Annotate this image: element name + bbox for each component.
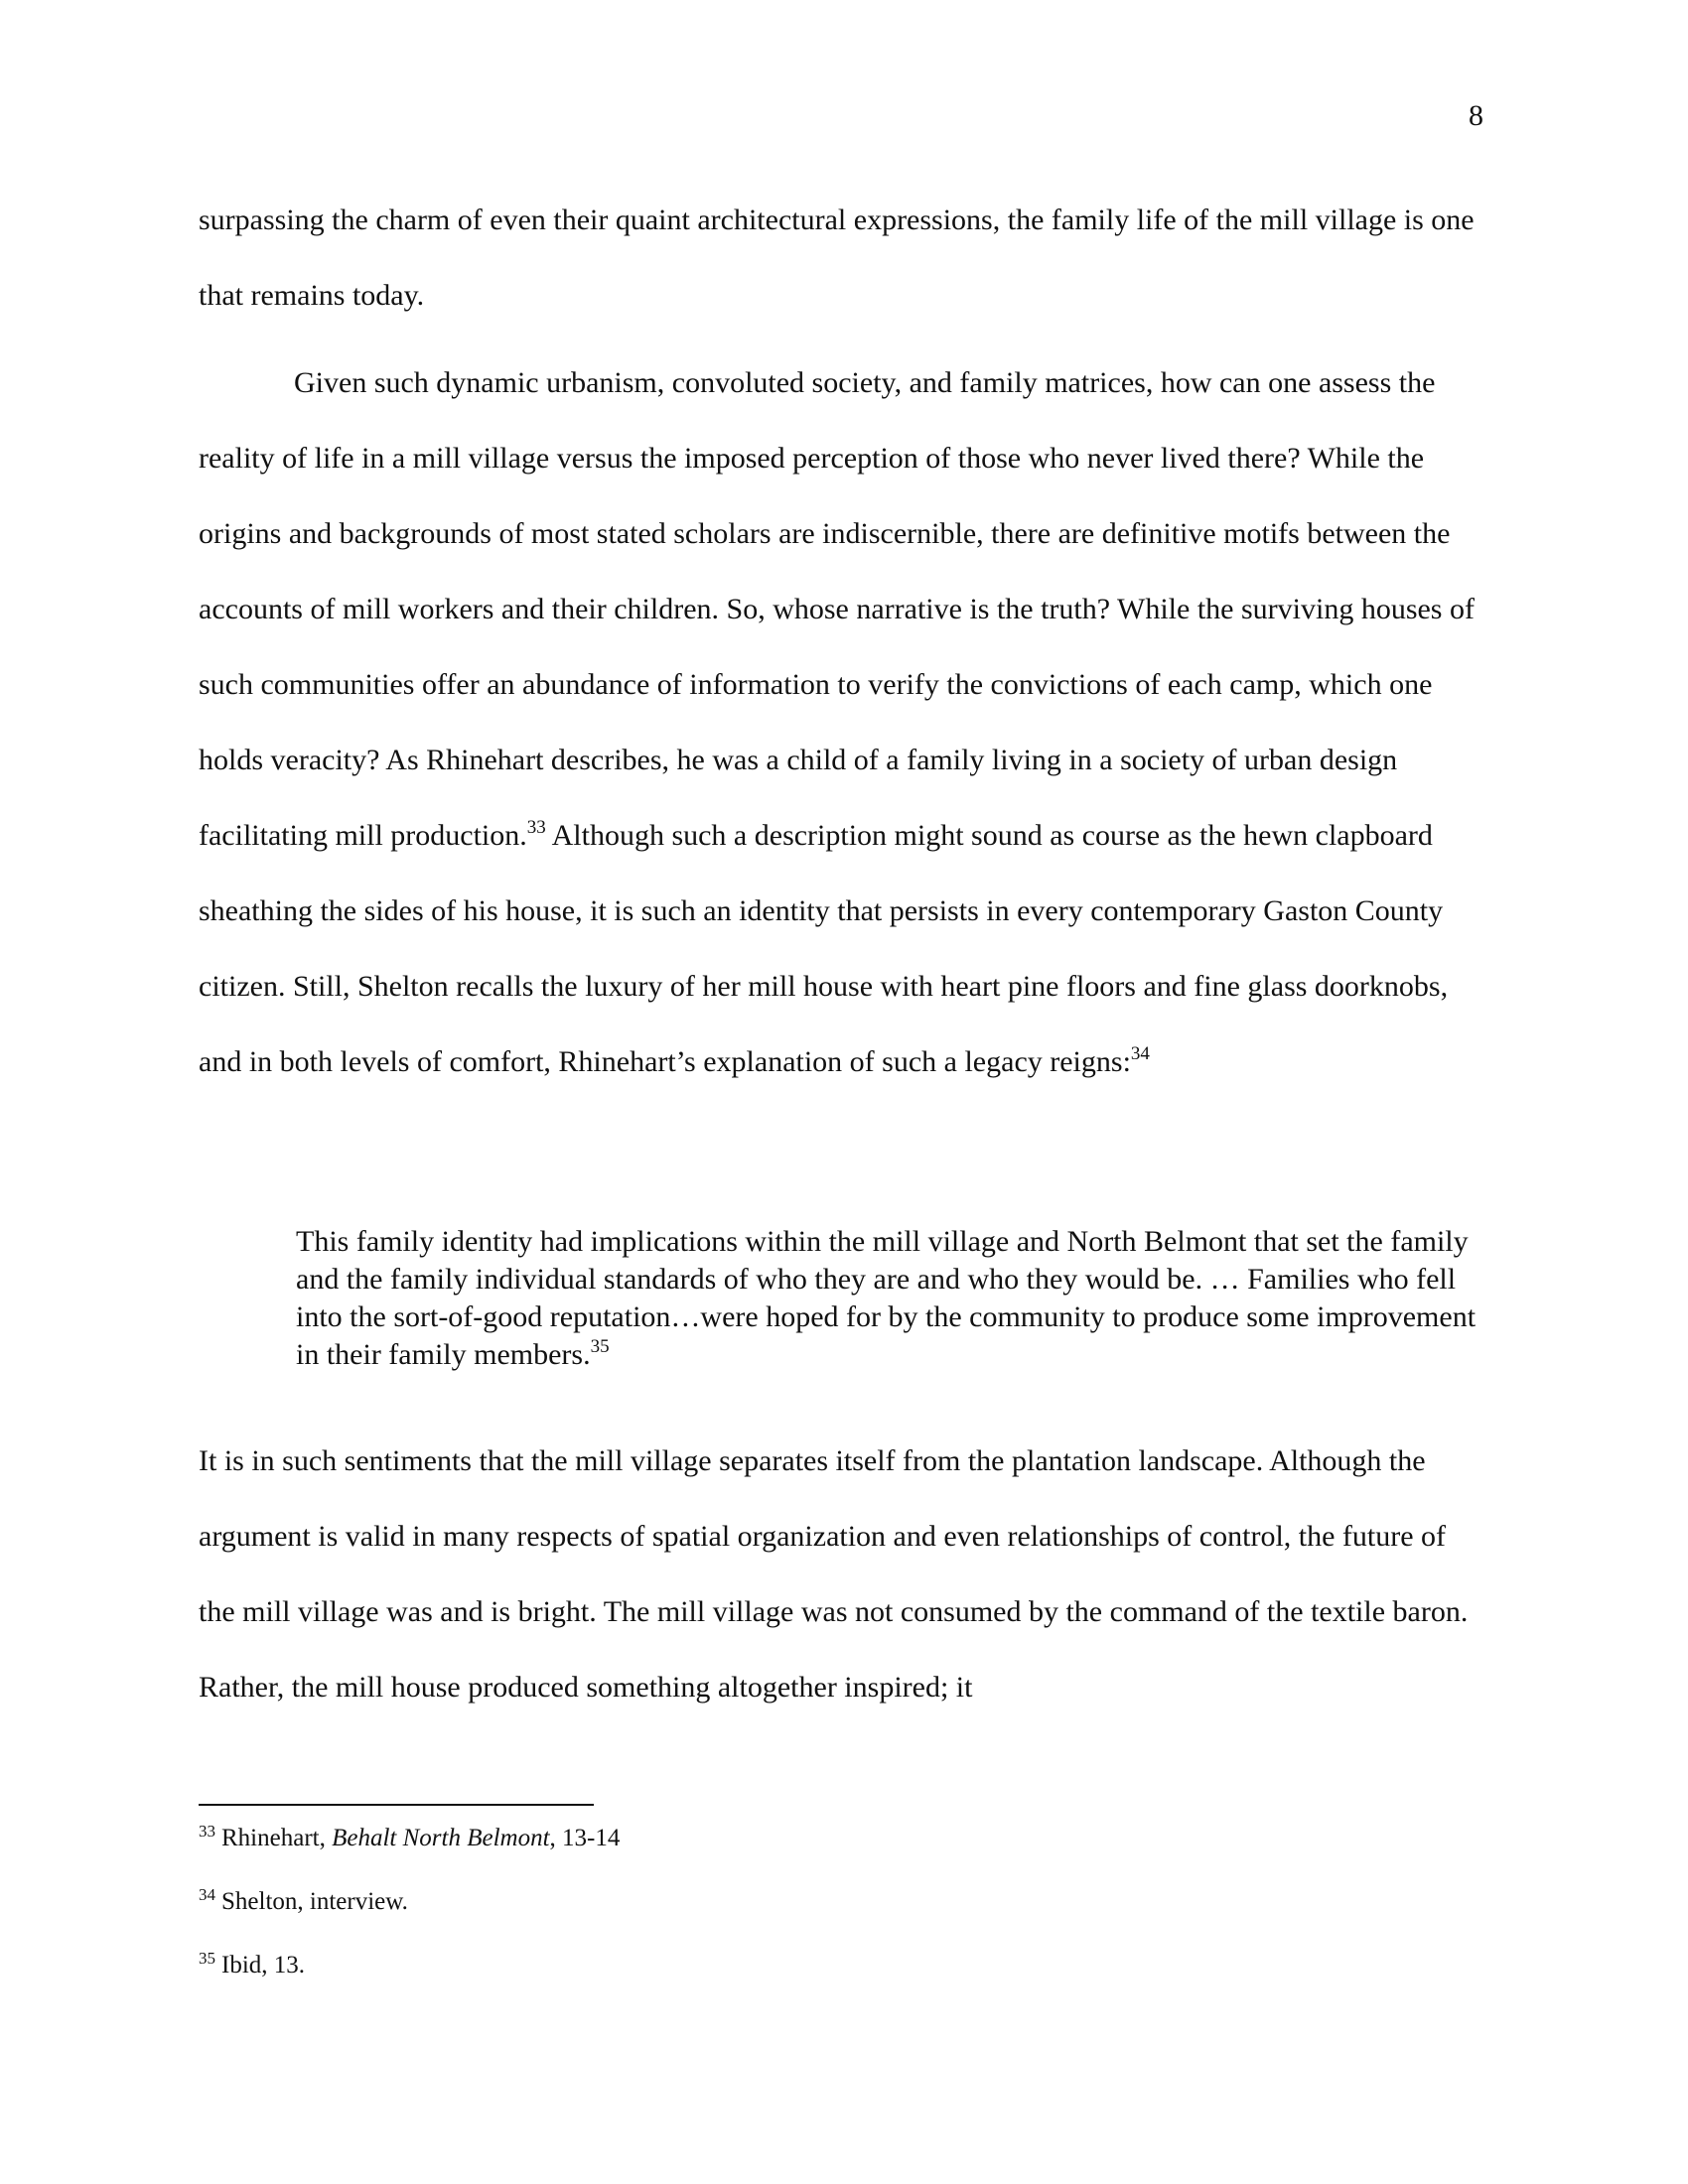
footnote-text: , 13-14 xyxy=(549,1825,621,1851)
footnote-number: 33 xyxy=(199,1822,215,1841)
footnote-ref-35: 35 xyxy=(590,1336,610,1357)
footnote-title: Behalt North Belmont xyxy=(332,1825,550,1851)
footnote-number: 35 xyxy=(199,1949,215,1968)
footnote-35 xyxy=(199,1951,305,1980)
body-text-top xyxy=(199,183,1489,1100)
paragraph-main xyxy=(199,345,1489,1100)
footnote-34 xyxy=(199,1887,408,1917)
paragraph-main-text-2: Although such a description might sound as course as the hewn clapboard sheathing the sides of his house, it is such an identity that persists in every contemporary Gaston County citizen. Still, Shelton recalls the luxury of her mill house with heart pine floors and fine glass doorknobs, and in both levels of comfort, Rhinehart’s explanation of such a legacy reigns: xyxy=(199,819,1449,1078)
block-quote-text: This family identity had implications within the mill village and North Belmont that set the family and the family individual standards of who they are and who they would be. … Families who fell into the sort-of-good reputation…were hoped for by the community to produce some improvement in their family members. xyxy=(296,1225,1477,1371)
footnote-ref-33: 33 xyxy=(526,817,546,838)
footnote-separator xyxy=(199,1804,594,1806)
footnote-text: Rhinehart, xyxy=(221,1825,333,1851)
footnote-number: 34 xyxy=(199,1885,215,1904)
page-number: 8 xyxy=(1469,99,1483,132)
body-text-bottom xyxy=(199,1424,1489,1725)
footnote-ref-34: 34 xyxy=(1130,1043,1150,1064)
footnote-33 xyxy=(199,1824,620,1853)
footnote-text: Ibid, 13. xyxy=(221,1952,306,1979)
block-quote xyxy=(296,1223,1487,1374)
paragraph-continuation: surpassing the charm of even their quaint architectural expressions, the family life of the mill village is one that remains today. xyxy=(199,204,1475,312)
paragraph-main-text-1: Given such dynamic urbanism, convoluted society, and family matrices, how can one assess the reality of life in a mill village versus the imposed perception of those who never lived there? While the origins and backgrounds of most stated scholars are indiscernible, there are definitive motifs between the accounts of mill workers and their children. So, whose narrative is the truth? While the surviving houses of such communities offer an abundance of information to verify the convictions of each camp, which one holds veracity? As Rhinehart describes, he was a child of a family living in a society of urban design facilitating mill production. xyxy=(199,366,1475,852)
paragraph-after-quote: It is in such sentiments that the mill village separates itself from the plantation landscape. Although the argument is valid in many respects of spatial organization and even relationships of control, the future of the mill village was and is bright. The mill village was not consumed by the command of the textile baron. Rather, the mill house produced something altogether inspired; it xyxy=(199,1444,1469,1704)
footnote-text: Shelton, interview. xyxy=(221,1888,408,1915)
